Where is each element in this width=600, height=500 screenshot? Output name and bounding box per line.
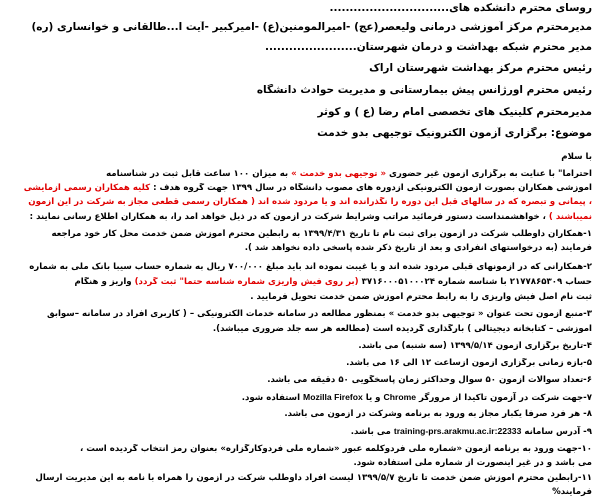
list-item: ۵-بازه زمانی برگزاری آزمون ازساعت ۱۲ الی ۱۶ می باشد. — [346, 358, 592, 368]
list-item-text: استفاده شود. — [241, 393, 301, 403]
browser-chrome: Chrome — [383, 392, 417, 402]
recipient-line: رئیس محترم مرکز بهداشت شهرستان اراک — [369, 62, 592, 74]
list-item: ثبت نام اصل فیش واریزی را به رابط محترم آموزش ضمن خدمت تحویل فرمایید . — [250, 292, 592, 302]
list-item: فرمایند% — [552, 487, 592, 497]
list-item: ۶-تعداد سوالات آزمون ۵۰ سوال وحداکثر زمان پاسخگویی ۵۰ دقیقه می باشد. — [267, 375, 592, 385]
list-item: ۸- هر فرد صرفا یکبار مجاز به ورود به برنامه وشرکت در آزمون می باشد. — [284, 409, 592, 419]
list-item — [6, 277, 592, 287]
exclusion-highlight: نمیباشند ) — [548, 212, 592, 222]
recipient-line: مدیرمحترم کلینیک های تخصصی امام رضا (ع ) و کوثر — [317, 106, 592, 118]
list-item-text: ۷-جهت شرکت در آزمون تاکیدا از مرورگر — [419, 393, 592, 403]
list-item: ۲-همکارانی که در آزمونهای قبلی مردود شده اند و یا غیبت نموده اند باید مبلغ ۷۰۰/۰۰۰ ریال به شماره حساب سیبا بانک ملی به شماره — [29, 262, 592, 272]
greeting: با سلام — [561, 152, 592, 162]
course-title-highlight: « توجیهی بدو خدمت » — [291, 169, 387, 179]
subject-line: موضوع: برگزاری آزمون الکترونیک توجیهی بدو خدمت — [317, 127, 592, 139]
recipient-line: مدیر محترم شبکه بهداشت و درمان شهرستان....................... — [264, 41, 592, 53]
intro-line-4 — [6, 212, 592, 222]
list-item — [6, 426, 592, 437]
intro-line-3: ، پیمانی و تبصره که در سالهای قبل این دوره را نگذرانده اند و یا مردود شده اند ( همکاران رسمی قطعی مجاز به شرکت در این آزمون — [28, 197, 592, 207]
intro-text: به میزان ۱۰۰ ساعت قابل ثبت در شناسنامه — [106, 169, 289, 179]
recipient-line: مدیرمحترم مرکز آموزشی درمانی ولیعصر(عج) -امیرالمومنین(ع) -امیرکبیر -آیت ا...طالقانی و خوانساری (ره) — [31, 21, 592, 33]
intro-text: احتراما" با عنایت به برگزاری آزمون غیر حضوری — [389, 169, 592, 179]
intro-text: اموزشی همکاران بصورت آزمون الکترونیکی ازدوره های مصوب دانشگاه در سال ۱۳۹۹ جهت گروه هدف : — [153, 183, 592, 193]
target-group-highlight: کلیه همکاران رسمی آزمایشی — [23, 183, 151, 193]
intro-text: ، خواهشمنداست دستور فرمائید مراتب وشرایط شرکت در آزمون که در ذیل خواهد امد را، به همکاران اطلاع رسانی نمایند : — [29, 212, 546, 222]
payment-id-note: (بر روی فیش واریزی شماره شناسه حتما" ثبت گردد) — [134, 277, 359, 287]
list-item-text: واریز و هنگام — [74, 277, 132, 287]
list-item: اموزشی – کتابخانه دیجیتالی ) بارگذاری گردیده است (مطالعه هر سه جلد ضروری میباشد). — [212, 324, 592, 334]
list-item-text: و یا — [365, 393, 381, 403]
browser-firefox: Mozilla Firefox — [303, 392, 363, 402]
list-item: ۱۱-رابطین محترم آموزش ضمن خدمت تا تاریخ ۱۳۹۹/۵/۷ لیست افراد داوطلب شرکت در آزمون را همراه با نامه به این مدیریت ارسال — [35, 473, 592, 483]
list-item: فرمایند (به درخواستهای انفرادی و بعد از تاریخ ذکر شده پاسخی داده نخواهد شد ). — [244, 243, 592, 253]
list-item — [6, 392, 592, 403]
recipient-line: رئیس محترم اورژانس پیش بیمارستانی و مدیریت حوادث دانشگاه — [256, 84, 592, 96]
list-item: ۳-منبع آزمون تحت عنوان « توجیهی بدو خدمت » بمنظور مطالعه در سامانه خدمات الکترونیکی – ( کاربری افراد در سامانه –سوابق — [46, 309, 592, 319]
list-item: ۱-همکاران داوطلب شرکت در آزمون برای ثبت نام تا تاریخ ۱۳۹۹/۴/۳۱ به رابطین محترم آموزش ضمن خدمت محل کار خود مراجعه — [51, 229, 592, 239]
list-item: ۱۰-جهت ورود به برنامه آزمون «شماره ملی فردوکلمه عبور «شماره ملی فردوکارگزاره» بعنوان رمز انتخاب گردیده است ، — [80, 444, 592, 454]
list-item-text: می باشد. — [350, 427, 391, 437]
intro-line-2 — [6, 183, 592, 193]
list-item-text: ۹- آدرس سامانه — [524, 427, 592, 437]
recipient-line: روسای محترم دانشکده های.............................. — [329, 2, 592, 14]
system-url-link[interactable]: training-prs.arakmu.ac.ir:22333 — [393, 426, 522, 436]
intro-line-1 — [6, 169, 592, 179]
list-item: می باشد و در غیر اینصورت از شماره ملی استفاده شود. — [353, 458, 592, 468]
account-info: حساب ۲۱۷۷۸۶۵۳۰۹ با شناسه شماره ۳۷۱۶۰۰۰۵۱۰۰۰۲۴ — [361, 277, 592, 287]
list-item: ۴-تاریخ برگزاری آزمون ۱۳۹۹/۵/۱۴ (سه شنبه) می باشد. — [358, 341, 592, 351]
